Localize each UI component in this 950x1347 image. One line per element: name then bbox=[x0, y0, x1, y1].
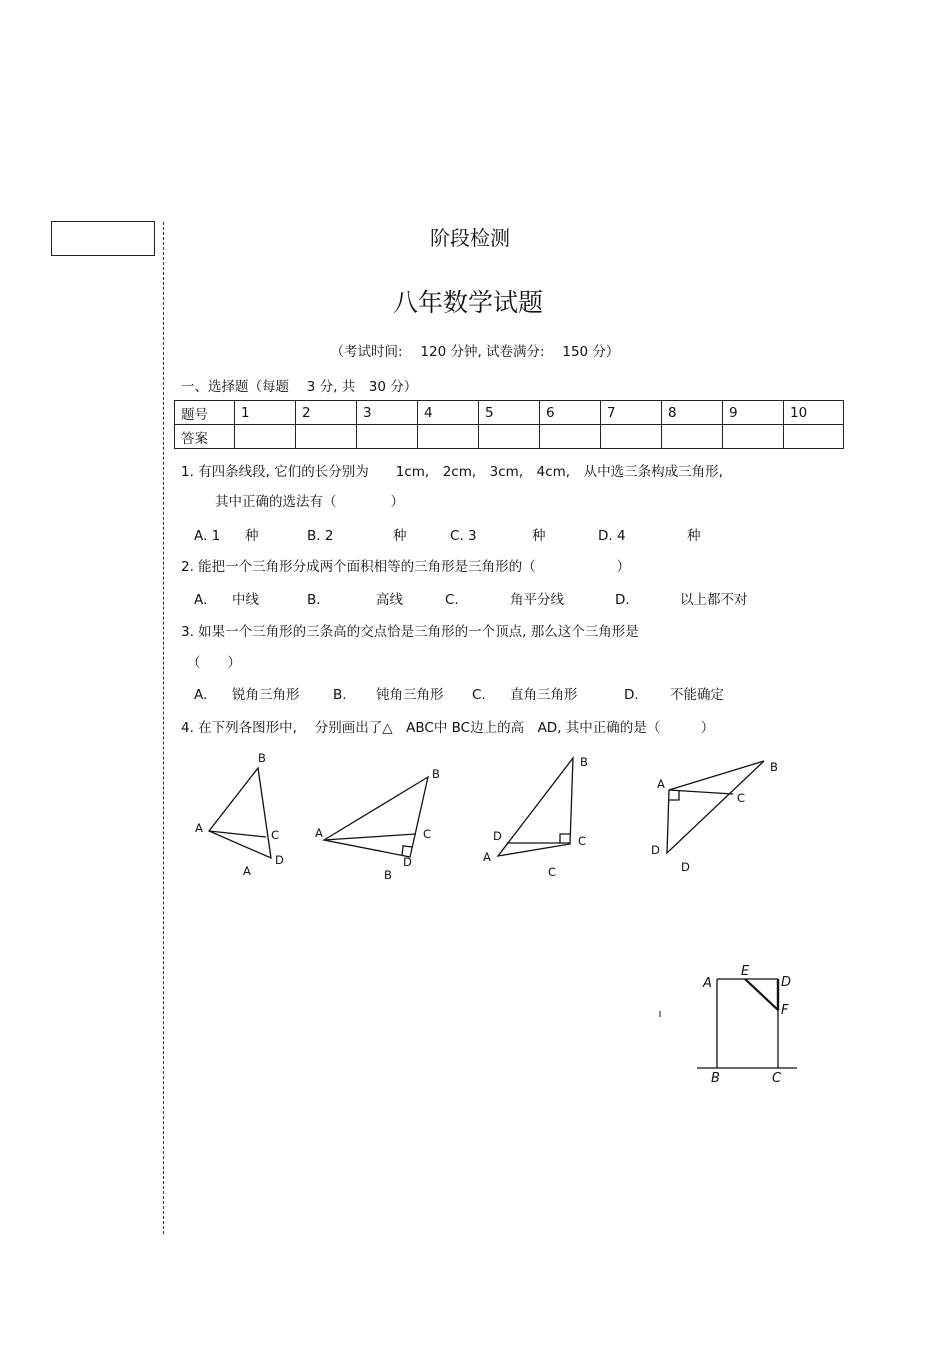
q2-option-c-text: 角平分线 bbox=[510, 592, 564, 608]
q2-option-a-text: 中线 bbox=[232, 592, 259, 608]
figure-label: B bbox=[258, 751, 266, 765]
figure-label: C bbox=[737, 791, 746, 805]
exam-info: （考试时间: 120 分钟, 试卷满分: 150 分） bbox=[330, 344, 620, 360]
figure-label: A bbox=[195, 821, 203, 835]
table-cell: 6 bbox=[540, 401, 601, 425]
q1-option-d: D. 4 bbox=[598, 528, 626, 544]
q3-option-a-text: 锐角三角形 bbox=[232, 687, 300, 703]
q2-option-d: D. bbox=[615, 592, 630, 608]
figure-label: E bbox=[741, 964, 750, 979]
figure-label: C bbox=[271, 828, 280, 842]
q1-option-a: A. 1 bbox=[194, 528, 221, 544]
q3-option-b-text: 钝角三角形 bbox=[376, 687, 444, 703]
q1-stem-continued: 其中正确的选法有（ ） bbox=[215, 494, 404, 510]
q2-option-a: A. bbox=[194, 592, 208, 608]
table-cell: 9 bbox=[723, 401, 784, 425]
table-cell: 4 bbox=[418, 401, 479, 425]
table-cell: 2 bbox=[296, 401, 357, 425]
q1-option-d-text: 种 bbox=[687, 528, 701, 544]
figure-label: D bbox=[681, 860, 690, 874]
table-cell: 3 bbox=[357, 401, 418, 425]
figure-label: B bbox=[770, 760, 778, 774]
q3-stem: 3. 如果一个三角形的三条高的交点恰是三角形的一个顶点, 那么这个三角形是 bbox=[181, 624, 639, 640]
q1-stem: 1. 有四条线段, 它们的长分别为 1cm, 2cm, 3cm, 4cm, 从中选三条构成三角形, bbox=[181, 464, 723, 480]
stage-title: 阶段检测 bbox=[430, 226, 510, 250]
table-cell: 7 bbox=[601, 401, 662, 425]
figure-3-triangle bbox=[498, 758, 573, 856]
q1-option-b: B. 2 bbox=[307, 528, 334, 544]
figure-2-triangle bbox=[324, 777, 428, 857]
figure-label: A bbox=[703, 976, 712, 991]
figure-label: A bbox=[657, 777, 665, 791]
figure-label: C bbox=[423, 827, 432, 841]
table-cell: 5 bbox=[479, 401, 540, 425]
figure-label: B bbox=[432, 767, 440, 781]
q3-answer-paren: （ ） bbox=[187, 655, 241, 671]
q2-option-b-text: 高线 bbox=[376, 592, 403, 608]
figure-5-rectangle bbox=[697, 979, 797, 1068]
page-title: 八年数学试题 bbox=[392, 288, 543, 317]
figure-label: D bbox=[275, 853, 284, 867]
figure-label: D bbox=[403, 855, 412, 869]
q3-option-c: C. bbox=[472, 687, 486, 703]
figure-label: C bbox=[578, 834, 587, 848]
q1-option-a-text: 种 bbox=[245, 528, 259, 544]
figure-1-triangle bbox=[209, 768, 271, 858]
table-cell: 8 bbox=[662, 401, 723, 425]
figure-label: B bbox=[580, 755, 588, 769]
q1-option-c-text: 种 bbox=[532, 528, 546, 544]
figure-4-triangle bbox=[667, 761, 764, 853]
figure-label: D bbox=[651, 843, 660, 857]
q2-stem: 2. 能把一个三角形分成两个面积相等的三角形是三角形的（ ） bbox=[181, 559, 631, 575]
figure-label: D bbox=[781, 975, 792, 990]
figure-label: B bbox=[711, 1071, 720, 1086]
table-cell: 1 bbox=[235, 401, 296, 425]
figure-label: B bbox=[384, 868, 392, 882]
table-cell: 题号 bbox=[175, 401, 235, 425]
figure-label: C bbox=[548, 865, 557, 879]
q3-option-d: D. bbox=[624, 687, 639, 703]
table-cell: 10 bbox=[784, 401, 844, 425]
figure-label: A bbox=[243, 864, 251, 878]
figure-label: C bbox=[772, 1071, 782, 1086]
q1-option-c: C. 3 bbox=[450, 528, 477, 544]
q2-option-c: C. bbox=[445, 592, 459, 608]
q1-option-b-text: 种 bbox=[393, 528, 407, 544]
q2-option-b: B. bbox=[307, 592, 321, 608]
q4-stem: 4. 在下列各图形中, 分别画出了△ ABC中 BC边上的高 AD, 其中正确的是（ ） bbox=[181, 720, 715, 736]
q3-option-d-text: 不能确定 bbox=[670, 687, 724, 703]
q2-option-d-text: 以上都不对 bbox=[680, 592, 748, 608]
figure-label: A bbox=[315, 826, 323, 840]
table-cell: 答案 bbox=[175, 425, 235, 449]
figure-label: F bbox=[781, 1003, 789, 1018]
q3-option-c-text: 直角三角形 bbox=[510, 687, 578, 703]
q3-option-b: B. bbox=[333, 687, 347, 703]
section-heading: 一、选择题（每题 3 分, 共 30 分） bbox=[181, 379, 418, 395]
q3-option-a: A. bbox=[194, 687, 208, 703]
figure-label: D bbox=[493, 829, 502, 843]
figure-label: A bbox=[483, 850, 491, 864]
